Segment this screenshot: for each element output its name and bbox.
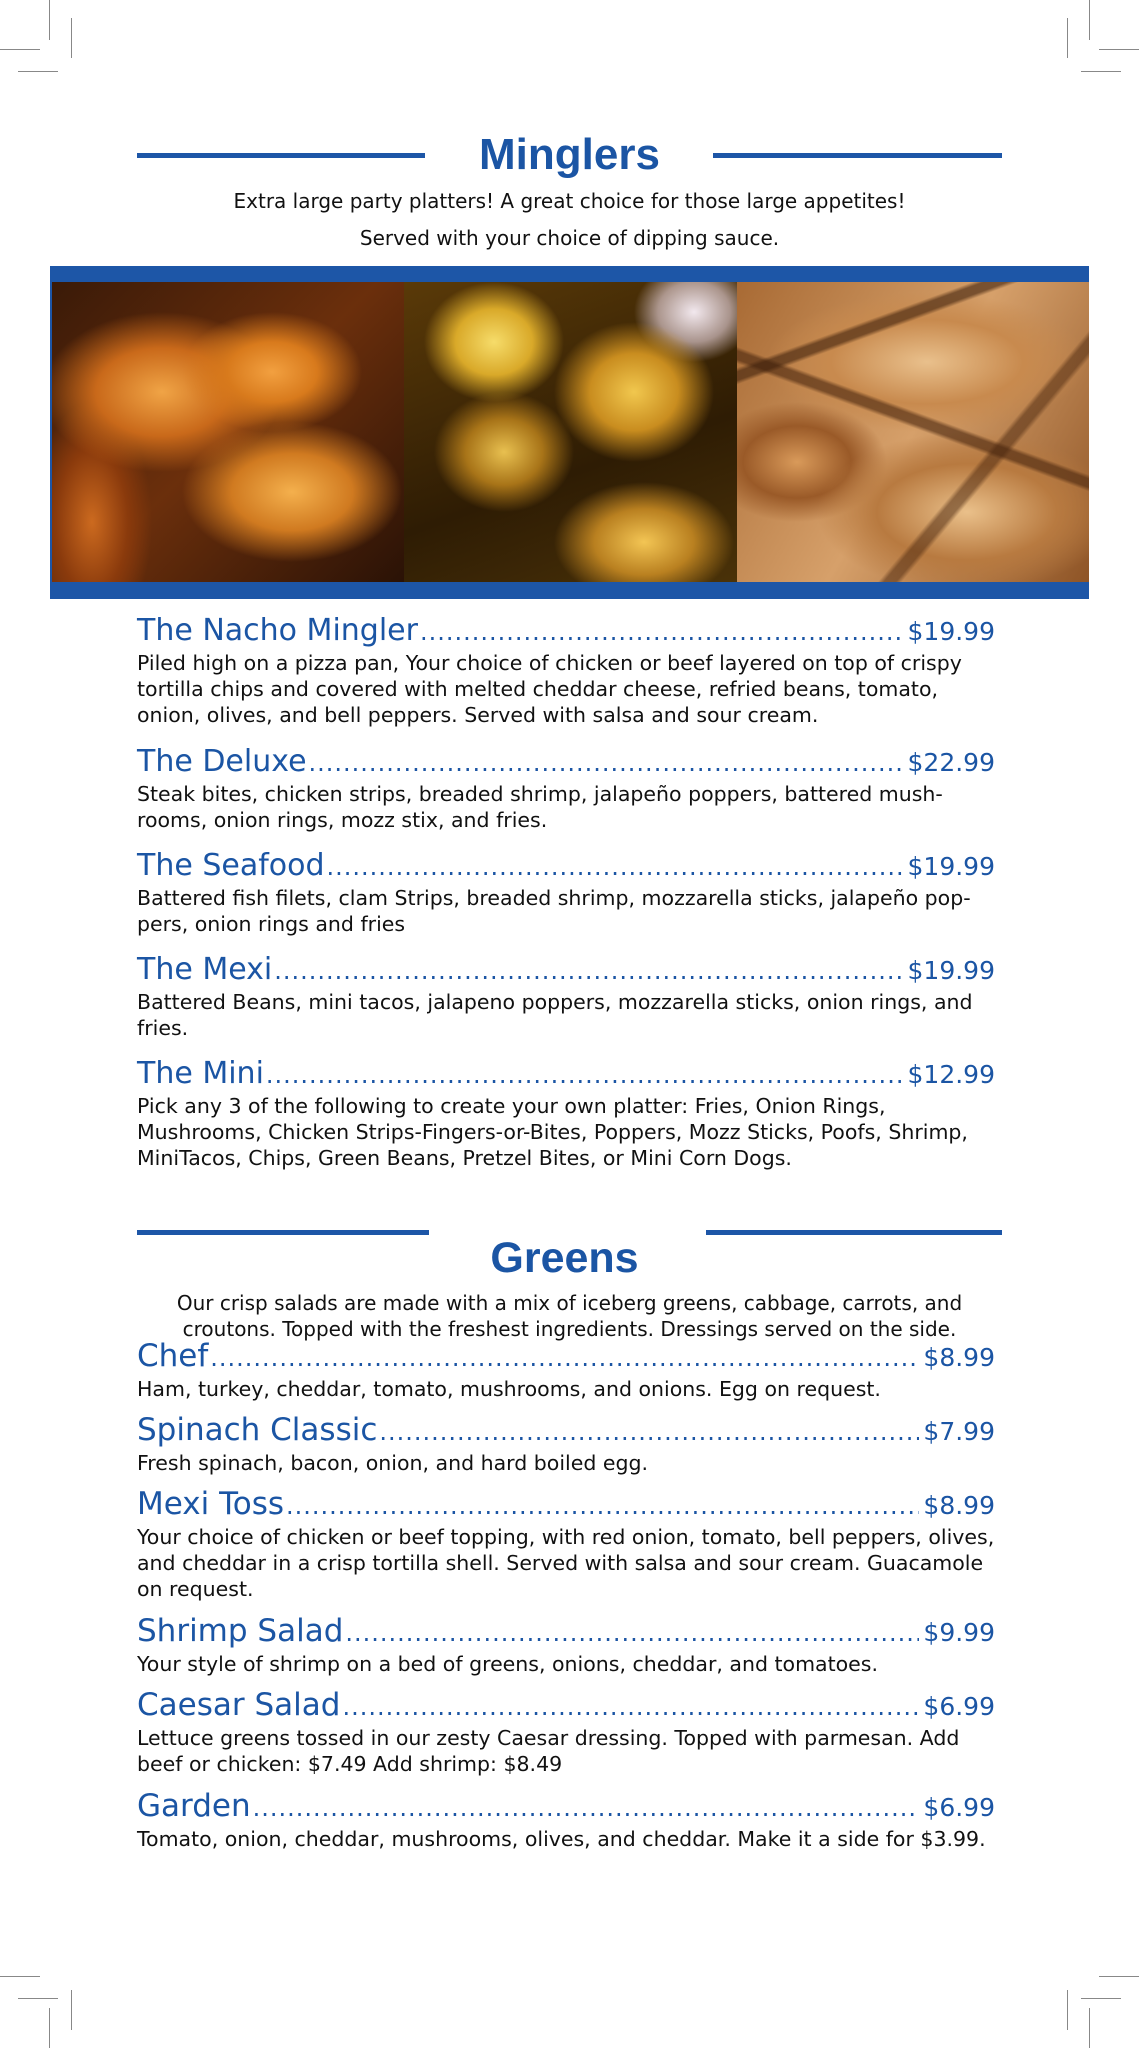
item-price: $6.99 — [923, 1793, 995, 1822]
dot-leader — [253, 1794, 920, 1822]
item-price: $22.99 — [907, 748, 995, 777]
dot-leader — [266, 1061, 904, 1089]
dot-leader — [309, 749, 904, 777]
crop-mark — [1099, 1976, 1139, 1977]
item-price: $9.99 — [923, 1618, 995, 1647]
menu-item-chef — [137, 1338, 995, 1402]
item-description: Pick any 3 of the following to create your own platter: Fries, Onion Rings, Mushrooms, Chicken Strips-Fingers-or-Bites, Poppers, Mozz Sticks, Poofs, Shrimp, MiniTacos, Chips, Green Beans, Pretzel Bites, or Mini Corn Dogs. — [137, 1094, 968, 1170]
item-name: The Mexi — [137, 952, 273, 987]
item-description: Steak bites, chicken strips, breaded shrimp, jalapeño poppers, battered mush-rooms, onion rings, mozz stix, and fries. — [137, 782, 943, 832]
crop-mark — [0, 49, 40, 50]
greens-title: Greens — [490, 1234, 639, 1282]
crop-mark — [18, 1998, 58, 1999]
menu-item-deluxe — [137, 744, 995, 833]
crop-mark — [49, 2008, 50, 2048]
crop-mark — [71, 1990, 72, 2030]
item-price: $8.99 — [923, 1343, 995, 1372]
menu-item-mini — [137, 1056, 995, 1171]
minglers-photo-strip — [50, 266, 1089, 599]
item-name: Mexi Toss — [137, 1486, 285, 1522]
photo-potato-wedges — [737, 282, 1089, 582]
photo-fried-mushrooms — [404, 282, 737, 582]
item-name: Caesar Salad — [137, 1687, 341, 1723]
item-price: $8.99 — [923, 1491, 995, 1520]
menu-item-mexi-toss — [137, 1486, 995, 1602]
menu-item-spinach-classic — [137, 1412, 995, 1476]
crop-mark — [71, 18, 72, 58]
item-name: The Mini — [137, 1056, 264, 1091]
minglers-title: Minglers — [479, 130, 660, 179]
item-name: Shrimp Salad — [137, 1613, 344, 1649]
menu-item-seafood — [137, 848, 995, 937]
item-description: Lettuce greens tossed in our zesty Caesar dressing. Topped with parmesan. Add beef or chicken: $7.49 Add shrimp: $8.49 — [137, 1726, 960, 1776]
crop-mark — [1099, 49, 1139, 50]
photo-fried-fish — [52, 282, 404, 582]
item-description: Fresh spinach, bacon, onion, and hard boiled egg. — [137, 1451, 649, 1475]
dot-leader — [274, 957, 903, 985]
crop-mark — [1089, 2008, 1090, 2048]
item-price: $7.99 — [923, 1417, 995, 1446]
item-price: $12.99 — [907, 1060, 995, 1089]
menu-item-mexi — [137, 952, 995, 1041]
dot-leader — [327, 853, 904, 881]
item-name: The Seafood — [137, 848, 325, 883]
dot-leader — [286, 1492, 919, 1520]
item-description: Ham, turkey, cheddar, tomato, mushrooms, and onions. Egg on request. — [137, 1377, 881, 1401]
dot-leader — [342, 1693, 919, 1721]
item-name: Garden — [137, 1788, 251, 1824]
item-name: Spinach Classic — [137, 1412, 378, 1448]
item-price: $19.99 — [907, 956, 995, 985]
item-description: Tomato, onion, cheddar, mushrooms, olives, and cheddar. Make it a side for $3.99. — [137, 1827, 986, 1851]
item-price: $6.99 — [923, 1692, 995, 1721]
minglers-intro-line1: Extra large party platters! A great choice for those large appetites! — [233, 189, 906, 213]
menu-item-shrimp-salad — [137, 1613, 995, 1677]
dot-leader — [345, 1619, 919, 1647]
crop-mark — [1081, 1998, 1121, 1999]
crop-mark — [49, 0, 50, 40]
menu-item-caesar-salad — [137, 1687, 995, 1777]
crop-mark — [1067, 1990, 1068, 2030]
dot-leader — [379, 1418, 919, 1446]
crop-mark — [1081, 71, 1121, 72]
item-price: $19.99 — [907, 852, 995, 881]
item-price: $19.99 — [907, 617, 995, 646]
crop-mark — [18, 71, 58, 72]
dot-leader — [420, 618, 904, 646]
minglers-intro-line2: Served with your choice of dipping sauce. — [359, 226, 780, 250]
dot-leader — [210, 1344, 919, 1372]
item-name: Chef — [137, 1338, 209, 1374]
item-name: The Nacho Mingler — [137, 613, 418, 648]
item-description: Battered Beans, mini tacos, jalapeno poppers, mozzarella sticks, onion rings, and fries. — [137, 990, 973, 1040]
crop-mark — [1089, 0, 1090, 40]
item-description: Battered fish filets, clam Strips, breaded shrimp, mozzarella sticks, jalapeño pop-pers, onion rings and fries — [137, 886, 971, 936]
crop-mark — [0, 1976, 40, 1977]
menu-item-nacho-mingler — [137, 613, 995, 728]
item-description: Piled high on a pizza pan, Your choice of chicken or beef layered on top of crispy tortilla chips and covered with melted cheddar cheese, refried beans, tomato, onion, olives, and bell peppers. Served with salsa and sour cream. — [137, 651, 962, 727]
item-name: The Deluxe — [137, 744, 307, 779]
crop-mark — [1067, 18, 1068, 58]
greens-intro: Our crisp salads are made with a mix of iceberg greens, cabbage, carrots, and croutons. Topped with the freshest ingredients. Dressings served on the side. — [176, 1291, 963, 1341]
menu-item-garden — [137, 1788, 995, 1852]
item-description: Your choice of chicken or beef topping, with red onion, tomato, bell peppers, olives, and cheddar in a crisp tortilla shell. Served with salsa and sour cream. Guacamole on request. — [137, 1525, 995, 1601]
item-description: Your style of shrimp on a bed of greens, onions, cheddar, and tomatoes. — [137, 1652, 878, 1676]
